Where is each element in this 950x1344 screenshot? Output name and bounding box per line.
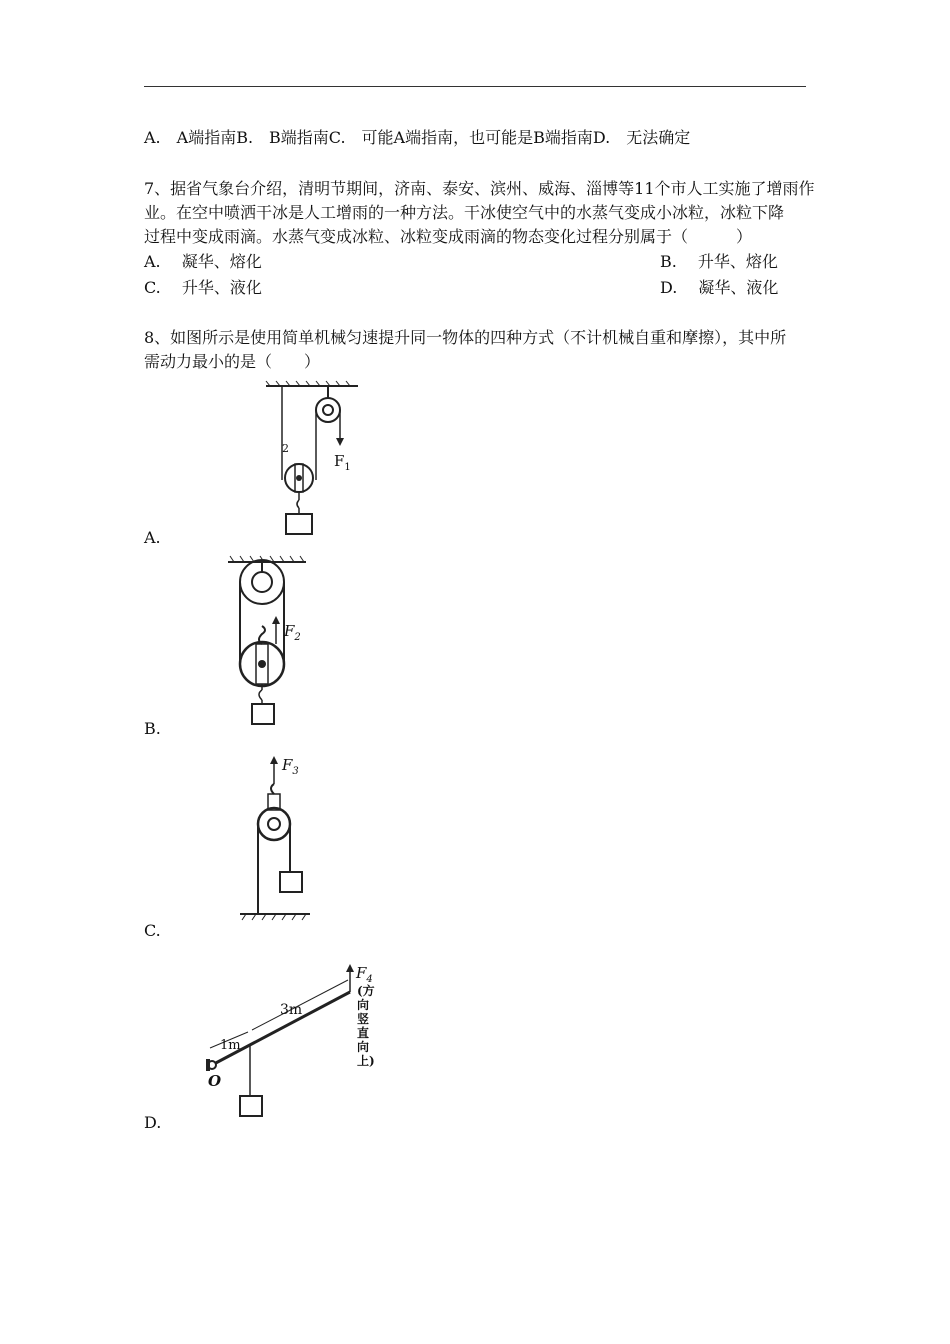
- q8-option-b-label[interactable]: B.: [144, 719, 161, 738]
- q7-option-d[interactable]: D. 凝华、液化: [660, 278, 779, 297]
- length-1m-label: 1m: [220, 1038, 241, 1053]
- pivot-o-label: O: [208, 1072, 222, 1090]
- force-direction-note: (方向竖直向上): [357, 984, 375, 1068]
- figure-b-pulley-system: [226, 552, 316, 732]
- q8-option-a-label[interactable]: A.: [144, 528, 161, 547]
- q7-line-1: 7、据省气象台介绍，清明节期间，济南、泰安、滨州、威海、淄博等11个市人工实施了增雨作: [144, 179, 815, 198]
- q6-options: A. A端指南B. B端指南C. 可能A端指南，也可能是B端指南D. 无法确定: [144, 128, 691, 147]
- q7-option-c[interactable]: C. 升华、液化: [144, 278, 262, 297]
- force-f4-label: $F_4$: [356, 964, 373, 985]
- figure-c-pulley-system: [238, 754, 318, 929]
- q8-option-c-label[interactable]: C.: [144, 921, 161, 940]
- q7-line-3: 过程中变成雨滴。水蒸气变成冰粒、冰粒变成雨滴的物态变化过程分别属于（ ）: [144, 227, 753, 246]
- q7-line-2: 业。在空中喷洒干冰是人工增雨的一种方法。干冰使空气中的水蒸气变成小冰粒，冰粒下降: [144, 203, 785, 222]
- force-f2-label: $F_2$: [284, 622, 301, 643]
- figure-b-svg: [226, 552, 316, 732]
- header-rule: [144, 86, 806, 87]
- q7-option-b[interactable]: B. 升华、熔化: [660, 252, 778, 271]
- figure-d-lever-system: [200, 962, 385, 1122]
- q7-option-a[interactable]: A. 凝华、熔化: [144, 252, 262, 271]
- figure-a-pulley-system: [262, 380, 362, 545]
- q8-line-2: 需动力最小的是（ ）: [144, 352, 321, 371]
- figure-c-svg: [238, 754, 318, 929]
- pulley-number-label: 2: [282, 442, 289, 455]
- q8-option-d-label[interactable]: D.: [144, 1113, 162, 1132]
- length-3m-label: 3m: [280, 1002, 303, 1018]
- force-f3-label: $F_3$: [282, 756, 299, 777]
- force-f1-label: $F_1$: [334, 452, 351, 473]
- q8-line-1: 8、如图所示是使用简单机械匀速提升同一物体的四种方式（不计机械自重和摩擦），其中所: [144, 328, 787, 347]
